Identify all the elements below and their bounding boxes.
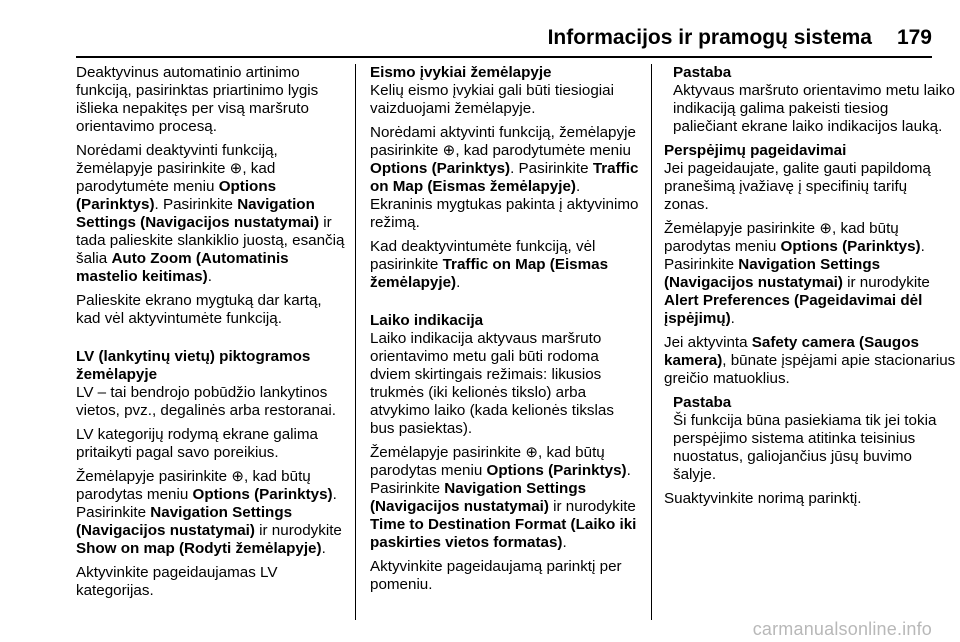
paragraph: Palieskite ekrano mygtuką dar kartą, kad vėl aktyvintumėte funkciją. (76, 292, 322, 327)
paragraph: Aktyvinkite pageidaujamas LV kategorijas. (76, 564, 278, 599)
column-divider-2 (651, 64, 652, 620)
paragraph: Aktyvinkite pageidaujamą parinktį per pomeniu. (370, 558, 622, 593)
page-header (0, 0, 960, 56)
column-1 (76, 64, 348, 606)
paragraph: Suaktyvinkite norimą parinktį. (664, 490, 862, 507)
paragraph: Deaktyvinus automatinio artinimo funkciją, pasirinktas priartinimo lygis išlieka nepakitęs per visą maršruto orientavimo procesą. (76, 64, 319, 135)
section-heading: Laiko indikacija (370, 312, 484, 329)
paragraph: Žemėlapyje pasirinkite ⊕, kad būtų parodytas meniu Options (Parinktys). Pasirinkite Navigation Settings (Navigacijos nustatymai) ir nurodykite Alert Preferences (Pageidavimai dėl įspėjimų). (664, 220, 930, 327)
paragraph: Jei pageidaujate, galite gauti papildomą pranešimą įvažiavę į specifinių tarifų zonas. (664, 160, 931, 213)
page-title: Informacijos ir pramogų sistema (547, 26, 872, 49)
column-divider-1 (355, 64, 356, 620)
note-box (673, 64, 956, 136)
paragraph: Jei aktyvinta Safety camera (Saugos kamera), būnate įspėjami apie stacionarius greičio matuoklius. (664, 334, 956, 387)
page-number: 179 (896, 26, 932, 49)
paragraph: Kad deaktyvintumėte funkciją, vėl pasirinkite Traffic on Map (Eismas žemėlapyje). (370, 238, 609, 291)
paragraph: Laiko indikacija aktyvaus maršruto orientavimo metu gali būti rodoma dviem skirtingais režimais: likusios trukmės (iki kelionės tikslo) arba atvykimo laiko (kada kelionės tikslas bus pasiektas). (370, 330, 614, 437)
paragraph: Norėdami deaktyvinti funkciją, žemėlapyje pasirinkite ⊕, kad parodytumėte meniu Options (Parinktys). Pasirinkite Navigation Settings (Navigacijos nustatymai) ir tada palieskite slankiklio juostą, esančią šalia Auto Zoom (Automatinis mastelio keitimas). (76, 142, 345, 285)
paragraph: LV – tai bendrojo pobūdžio lankytinos vietos, pvz., degalinės arba restoranai. (76, 384, 337, 419)
section-heading: LV (lankytinų vietų) piktogramos žemėlapyje (76, 348, 311, 383)
note-text: Aktyvaus maršruto orientavimo metu laiko indikaciją galima pakeisti tiesiog paliečiant ekrane laiko indikacijos lauką. (673, 82, 955, 135)
paragraph: Norėdami aktyvinti funkciją, žemėlapyje pasirinkite ⊕, kad parodytumėte meniu Options (Parinktys). Pasirinkite Traffic on Map (Eismas žemėlapyje). Ekraninis mygtukas pakinta į aktyvinimo režimą. (370, 124, 639, 231)
note-title: Pastaba (673, 64, 732, 81)
note-text: Ši funkcija būna pasiekiama tik jei tokia perspėjimo sistema atitinka teisinius nuostatus, galiojančius jūsų buvimo šalyje. (673, 412, 937, 483)
paragraph: LV kategorijų rodymą ekrane galima pritaikyti pagal savo poreikius. (76, 426, 318, 461)
section-heading: Perspėjimų pageidavimai (664, 142, 847, 159)
paragraph: Žemėlapyje pasirinkite ⊕, kad būtų parodytas meniu Options (Parinktys). Pasirinkite Navigation Settings (Navigacijos nustatymai) ir nurodykite Time to Destination Format (Laiko iki paskirties vietos formatas). (370, 444, 637, 551)
note-box (673, 394, 956, 484)
paragraph: Kelių eismo įvykiai gali būti tiesiogiai vaizduojami žemėlapyje. (370, 82, 614, 117)
watermark: carmanualsonline.info (752, 619, 932, 639)
section-heading: Eismo įvykiai žemėlapyje (370, 64, 552, 81)
header-rule (76, 56, 932, 58)
column-3 (664, 64, 956, 514)
column-2 (370, 64, 642, 600)
note-title: Pastaba (673, 394, 732, 411)
paragraph: Žemėlapyje pasirinkite ⊕, kad būtų parodytas meniu Options (Parinktys). Pasirinkite Navigation Settings (Navigacijos nustatymai) ir nurodykite Show on map (Rodyti žemėlapyje). (76, 468, 342, 557)
